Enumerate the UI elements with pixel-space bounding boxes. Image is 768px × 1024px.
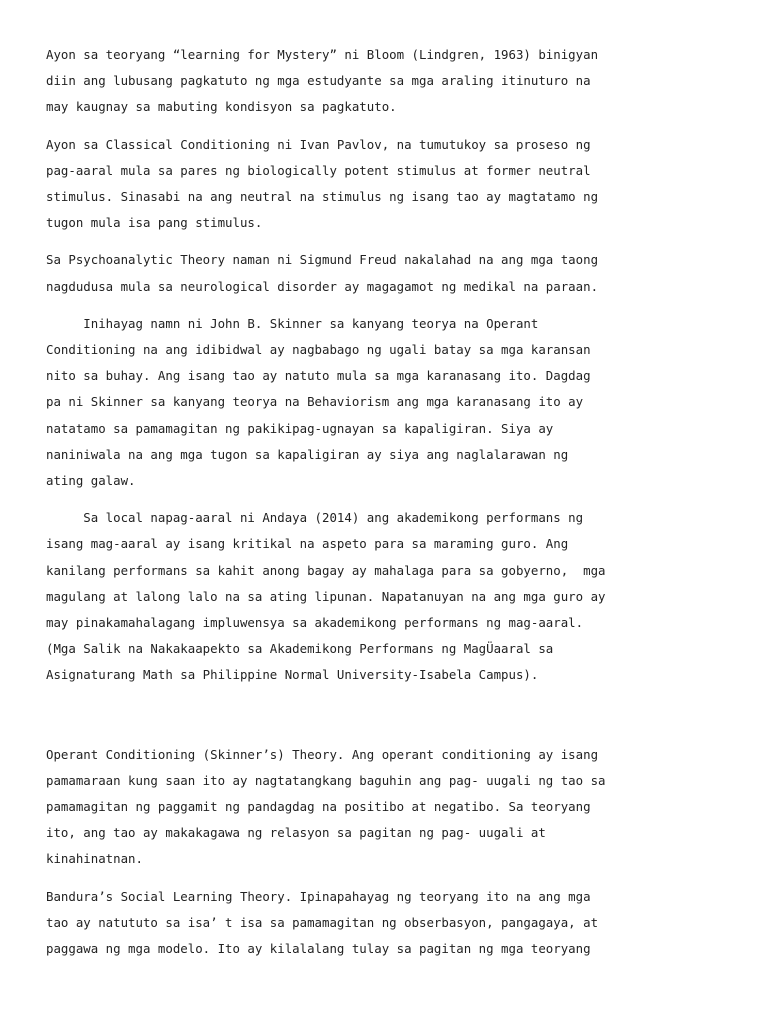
text-line: stimulus. Sinasabi na ang neutral na stimulus ng isang tao ay magtatamo ng <box>46 189 599 205</box>
text-line: nito sa buhay. Ang isang tao ay natuto mula sa mga karanasang ito. Dagdag <box>46 368 591 384</box>
text-line: tao ay natututo sa isa’ t isa sa pamamagitan ng obserbasyon, pangagaya, at <box>46 914 599 930</box>
text-line: paggawa ng mga modelo. Ito ay kilalalang tulay sa pagitan ng mga teoryang <box>46 941 591 957</box>
text-line: natatamo sa pamamagitan ng pakikipag-ugnayan sa kapaligiran. Siya ay <box>46 420 554 436</box>
paragraph-skinner <box>46 311 724 494</box>
paragraph-freud <box>46 247 724 299</box>
text-line: magulang at lalong lalo na sa ating lipunan. Napatanuyan na ang mga guro ay <box>46 588 606 604</box>
text-line: Operant Conditioning (Skinner’s) Theory. Ang operant conditioning ay isang <box>46 746 599 762</box>
text-line: pamamaraan kung saan ito ay nagtatangkang baguhin ang pag- uugali ng tao sa <box>46 772 606 788</box>
paragraph-andaya <box>46 505 724 688</box>
text-line: isang mag-aaral ay isang kritikal na aspeto para sa maraming guro. Ang <box>46 536 569 552</box>
text-line: Ayon sa teoryang “learning for Mystery” ni Bloom (Lindgren, 1963) binigyan <box>46 47 599 62</box>
paragraph-bandura <box>46 884 724 963</box>
text-line: may pinakamahalagang impluwensya sa akademikong performans ng mag-aaral. <box>46 615 584 631</box>
text-line: Bandura’s Social Learning Theory. Ipinapahayag ng teoryang ito na ang mga <box>46 888 591 904</box>
section-gap <box>46 700 724 742</box>
text-line: kanilang performans sa kahit anong bagay ay mahalaga para sa gobyerno, mga <box>46 562 606 578</box>
text-line: diin ang lubusang pagkatuto ng mga estudyante sa mga araling itinuturo na <box>46 73 591 89</box>
text-line: pag-aaral mula sa pares ng biologically potent stimulus at former neutral <box>46 162 591 178</box>
text-line: Sa Psychoanalytic Theory naman ni Sigmund Freud nakalahad na ang mga taong <box>46 252 599 268</box>
text-line: (Mga Salik na Nakakaapekto sa Akademikong Performans ng MagÜaaral sa <box>46 641 554 657</box>
text-line: Sa local napag-aaral ni Andaya (2014) ang akademikong performans ng <box>46 510 584 526</box>
text-line: tugon mula isa pang stimulus. <box>46 215 263 231</box>
text-line: pa ni Skinner sa kanyang teorya na Behaviorism ang mga karanasang ito ay <box>46 394 584 410</box>
text-line: naniniwala na ang mga tugon sa kapaligiran ay siya ang naglalarawan ng <box>46 446 569 462</box>
paragraph-pavlov <box>46 132 724 237</box>
text-line: kinahinatnan. <box>46 851 143 867</box>
paragraph-operant-conditioning <box>46 742 724 873</box>
text-line: Asignaturang Math sa Philippine Normal University-Isabela Campus). <box>46 667 539 683</box>
text-line: Inihayag namn ni John B. Skinner sa kanyang teorya na Operant <box>46 315 539 331</box>
text-line: Ayon sa Classical Conditioning ni Ivan Pavlov, na tumutukoy sa proseso ng <box>46 136 591 152</box>
text-line: may kaugnay sa mabuting kondisyon sa pagkatuto. <box>46 99 397 115</box>
text-line: Conditioning na ang idibidwal ay nagbabago ng ugali batay sa mga karansan <box>46 342 591 358</box>
paragraph-bloom <box>46 42 724 121</box>
text-line: pamamagitan ng paggamit ng pandagdag na positibo at negatibo. Sa teoryang <box>46 799 591 815</box>
text-line: ito, ang tao ay makakagawa ng relasyon sa pagitan ng pag- uugali at <box>46 825 546 841</box>
text-line: ating galaw. <box>46 473 136 489</box>
text-line: nagdudusa mula sa neurological disorder ay magagamot ng medikal na paraan. <box>46 278 599 294</box>
